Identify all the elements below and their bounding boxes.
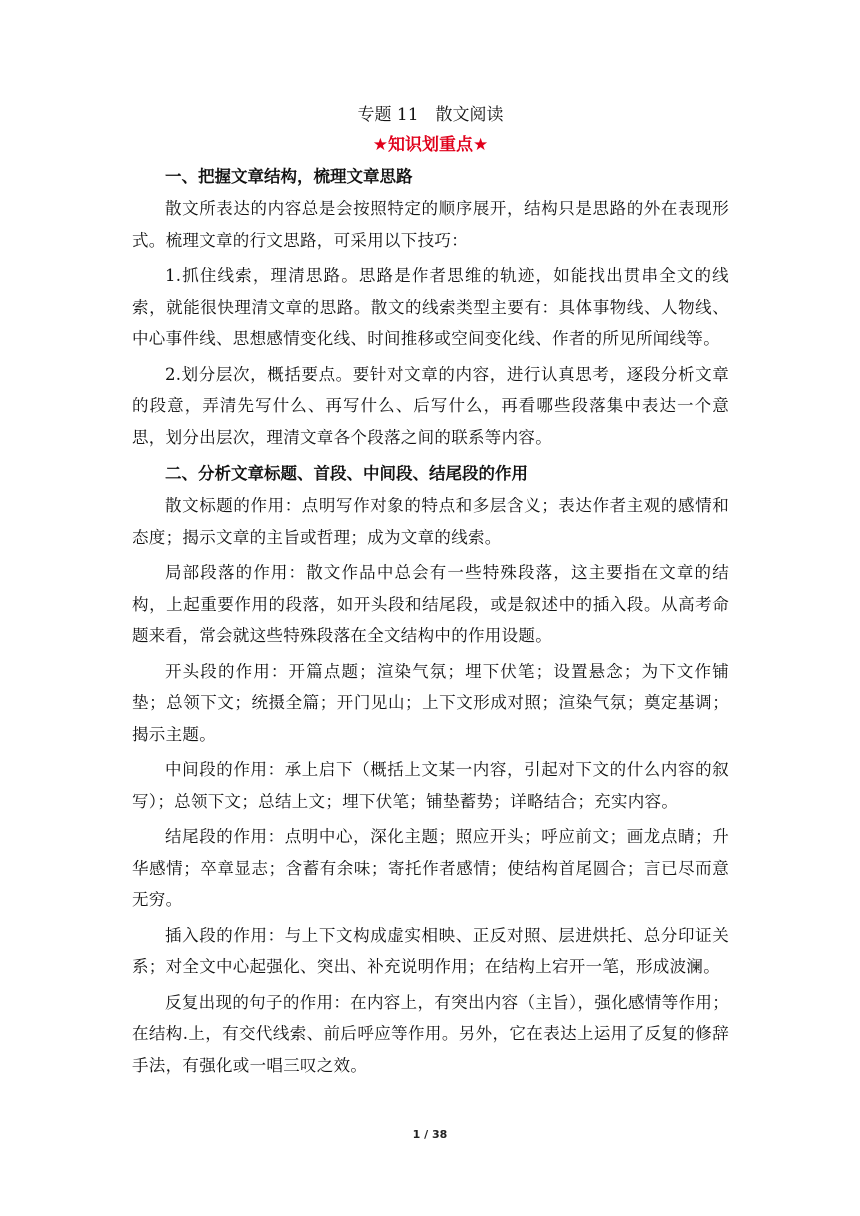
paragraph: 散文所表达的内容总是会按照特定的顺序展开，结构只是思路的外在表现形式。梳理文章的行文思路，可采用以下技巧： <box>132 199 729 250</box>
section-heading: 二、分析文章标题、首段、中间段、结尾段的作用 <box>165 464 528 483</box>
paragraph: 中间段的作用：承上启下（概括上文某一内容，引起对下文的什么内容的叙写）；总领下文；总结上文；埋下伏笔；铺垫蓄势；详略结合；充实内容。 <box>132 760 729 811</box>
paragraph: 局部段落的作用：散文作品中总会有一些特殊段落，这主要指在文章的结构，上起重要作用的段落，如开头段和结尾段，或是叙述中的插入段。从高考命题来看，常会就这些特殊段落在全文结构中的作用设题。 <box>132 563 729 645</box>
paragraph: 开头段的作用：开篇点题；渲染气氛；埋下伏笔；设置悬念；为下文作铺垫；总领下文；统摄全篇；开门见山；上下文形成对照；渲染气氛；奠定基调；揭示主题。 <box>132 661 729 744</box>
paragraph: 1.抓住线索，理清思路。思路是作者思维的轨迹，如能找出贯串全文的线索，就能很快理清文章的思路。散文的线索类型主要有：具体事物线、人物线、中心事件线、思想感情变化线、时间推移或空间变化线、作者的所见所闻线等。 <box>132 266 729 348</box>
page-subtitle: ★知识划重点★ <box>372 135 489 155</box>
paragraph: 2.划分层次，概括要点。要针对文章的内容，进行认真思考，逐段分析文章的段意，弄清先写什么、再写什么、后写什么，再看哪些段落集中表达一个意思，划分出层次，理清文章各个段落之间的联系等内容。 <box>132 364 729 447</box>
paragraph: 插入段的作用：与上下文构成虚实相映、正反对照、层进烘托、总分印证关系；对全文中心起强化、突出、补充说明作用；在结构上宕开一笔，形成波澜。 <box>132 925 729 976</box>
section-heading: 一、把握文章结构，梳理文章思路 <box>165 167 413 186</box>
page-number: 1 / 38 <box>412 1128 448 1141</box>
page-content <box>132 100 729 1085</box>
paragraph: 结尾段的作用：点明中心，深化主题；照应开头；呼应前文；画龙点睛；升华感情；卒章显志；含蓄有余味；寄托作者感情；使结构首尾圆合；言已尽而意无穷。 <box>132 827 729 909</box>
paragraph: 散文标题的作用：点明写作对象的特点和多层含义；表达作者主观的感情和态度；揭示文章的主旨或哲理；成为文章的线索。 <box>132 496 729 547</box>
page-title: 专题 11 散文阅读 <box>357 105 504 125</box>
document-body <box>132 160 729 1081</box>
paragraph: 反复出现的句子的作用：在内容上，有突出内容（主旨），强化感情等作用；在结构.上，有交代线索、前后呼应等作用。另外，它在表达上运用了反复的修辞手法，有强化或一唱三叹之效。 <box>132 992 729 1075</box>
